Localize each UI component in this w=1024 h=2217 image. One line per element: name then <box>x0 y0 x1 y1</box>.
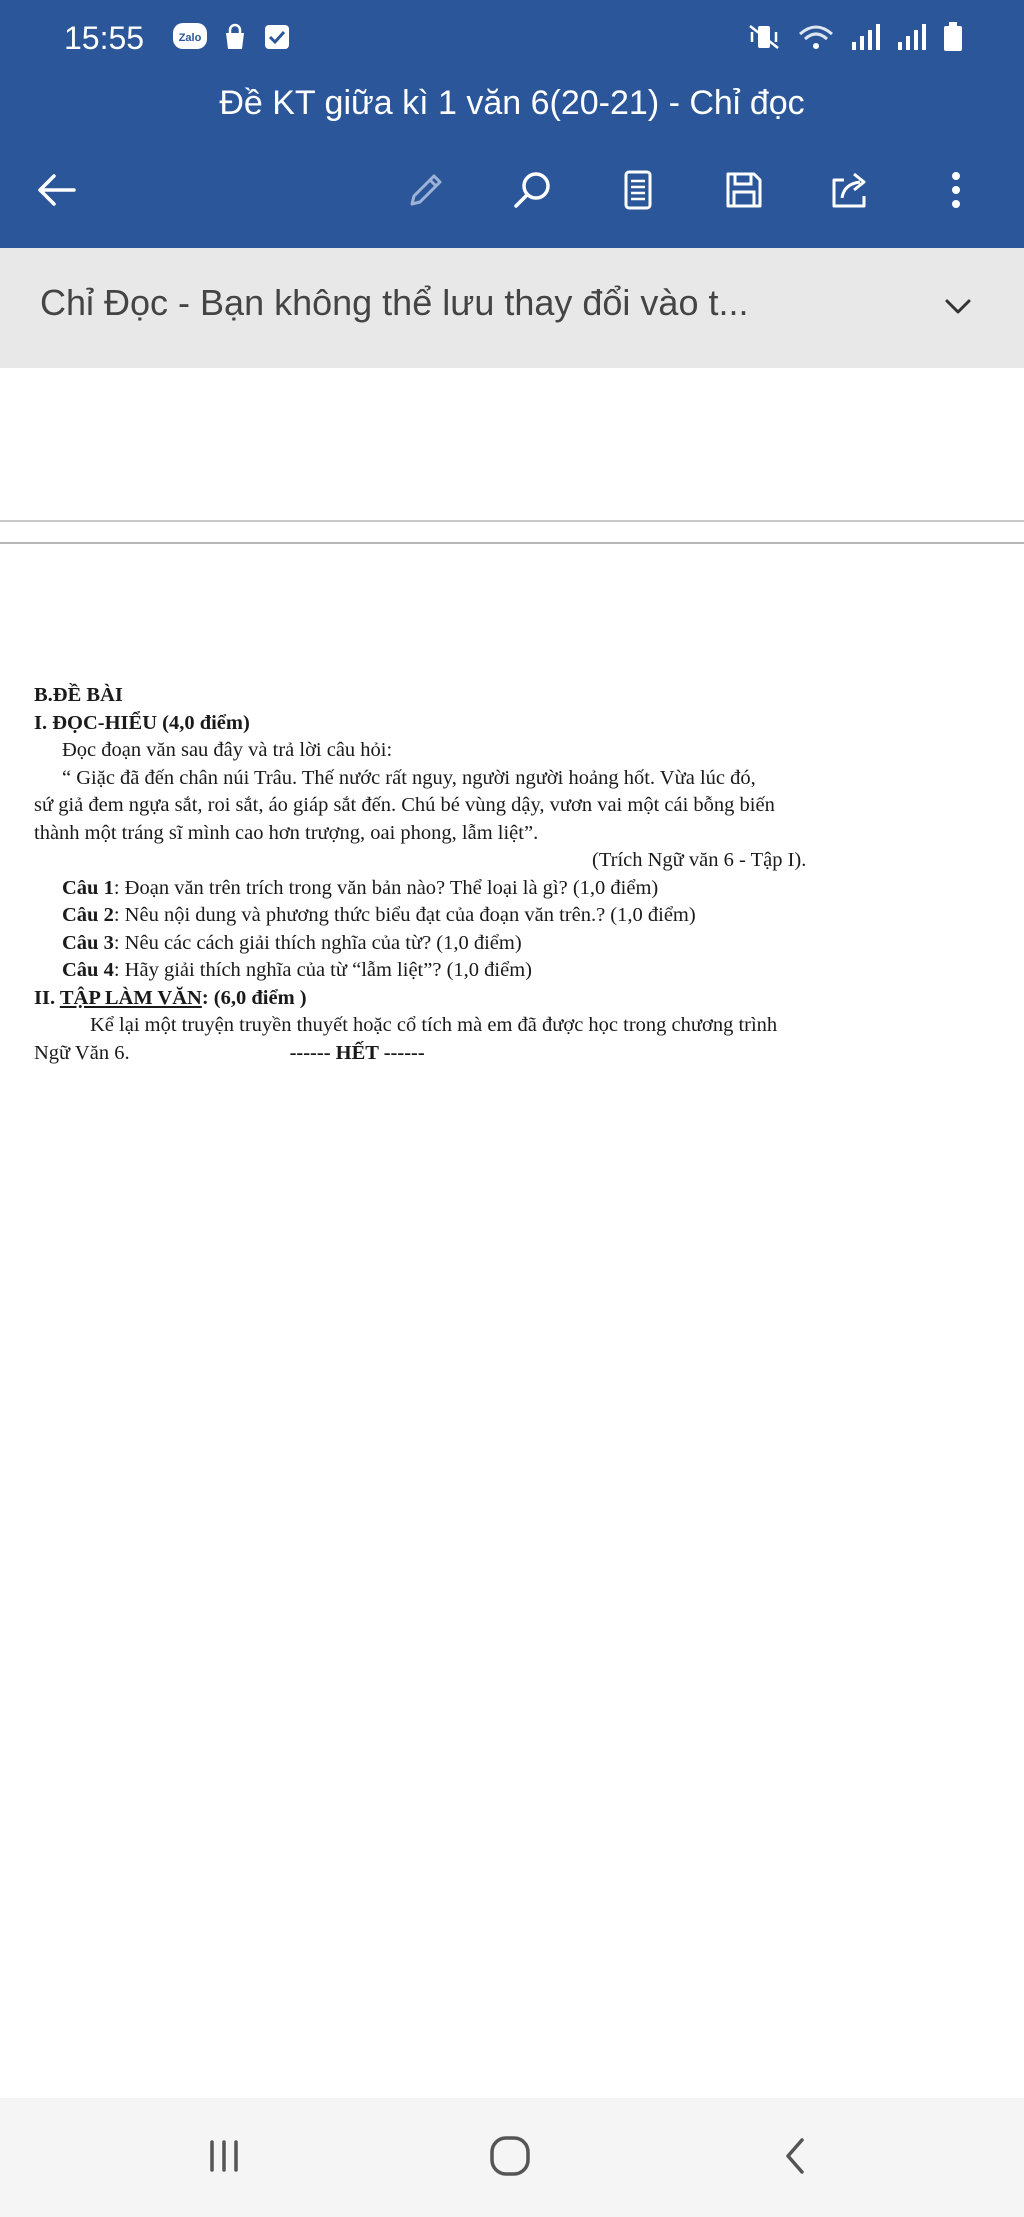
instruction-text: Đọc đoạn văn sau đây và trả lời câu hỏi: <box>62 739 393 761</box>
question-label: Câu 3 <box>62 931 114 954</box>
read-only-banner[interactable] <box>0 248 1024 368</box>
back-button[interactable] <box>24 160 88 224</box>
end-mark: ------ HẾT ------ <box>289 1041 425 1064</box>
save-button[interactable] <box>712 160 776 224</box>
section1-title: I. ĐỌC-HIỂU (4,0 điểm) <box>34 711 250 734</box>
share-button[interactable] <box>818 160 882 224</box>
nav-back-button[interactable] <box>756 2118 836 2198</box>
document-title: Đề KT giữa kì 1 văn 6(20-21) - Chỉ đọc <box>219 84 805 122</box>
status-bar <box>0 0 1024 80</box>
system-nav-bar <box>0 2098 1024 2217</box>
recent-apps-icon <box>202 2134 246 2182</box>
save-icon <box>720 166 768 218</box>
search-button[interactable] <box>500 160 564 224</box>
search-icon <box>508 166 556 218</box>
question-4 <box>34 957 994 985</box>
read-only-message: Chỉ Đọc - Bạn không thể lưu thay đổi vào t... <box>40 282 749 323</box>
essay-prompt-end: Ngữ Văn 6. <box>34 1041 130 1064</box>
quote-line-3: thành một tráng sĩ mình cao hơn trượng, oai phong, lẫm liệt”. <box>34 821 539 844</box>
share-icon <box>826 166 874 218</box>
question-text: : Nêu các cách giải thích nghĩa của từ? (1,0 điểm) <box>113 931 522 954</box>
question-2 <box>34 902 994 930</box>
page-divider <box>0 542 1024 544</box>
battery-icon <box>942 22 964 56</box>
section2-name: TẬP LÀM VĂN <box>59 986 202 1009</box>
zalo-icon <box>172 22 208 56</box>
question-label: Câu 4 <box>62 959 114 981</box>
quote-line-1: “ Giặc đã đến chân núi Trâu. Thế nước rất nguy, người người hoảng hốt. Vừa lúc đó, <box>62 766 756 789</box>
quote-line-2: sứ giả đem ngựa sắt, roi sắt, áo giáp sắt đến. Chú bé vùng dậy, vươn vai một cái bỗng biến <box>34 794 775 816</box>
question-text: : Nêu nội dung và phương thức biểu đạt của đoạn văn trên.? (1,0 điểm) <box>113 904 696 926</box>
svg-text:Zalo: Zalo <box>178 32 202 44</box>
home-button[interactable] <box>470 2118 550 2198</box>
document-page <box>34 682 994 1067</box>
more-options-icon <box>948 166 964 218</box>
essay-prompt-line-2 <box>34 1040 994 1068</box>
back-arrow-icon <box>32 166 80 218</box>
wifi-icon <box>796 22 836 56</box>
toolbar <box>0 160 1024 224</box>
question-1 <box>34 875 994 903</box>
question-text: : Đoạn văn trên trích trong văn bản nào? Thể loại là gì? (1,0 điểm) <box>113 876 659 899</box>
question-label: Câu 2 <box>62 904 114 926</box>
home-icon <box>485 2131 535 2185</box>
shopping-bag-icon <box>220 22 250 56</box>
reading-view-icon <box>614 166 662 218</box>
app-bar <box>0 0 1024 248</box>
question-3 <box>34 930 994 958</box>
mute-vibrate-icon <box>748 22 782 56</box>
signal-icon <box>896 22 928 56</box>
recent-apps-button[interactable] <box>184 2118 264 2198</box>
citation: (Trích Ngữ văn 6 - Tập I). <box>592 849 807 871</box>
chevron-down-icon <box>941 289 975 327</box>
essay-prompt-line-1: Kể lại một truyện truyền thuyết hoặc cổ tích mà em đã được học trong chương trình <box>90 1014 778 1036</box>
reading-view-button[interactable] <box>606 160 670 224</box>
more-options-button[interactable] <box>924 160 988 224</box>
back-icon <box>774 2134 818 2182</box>
edit-button[interactable] <box>394 160 458 224</box>
checkbox-icon <box>262 22 292 56</box>
edit-pencil-icon <box>402 166 450 218</box>
question-text: : Hãy giải thích nghĩa của từ “lẫm liệt”? (1,0 điểm) <box>113 959 532 981</box>
status-time: 15:55 <box>64 20 145 56</box>
section2-title <box>34 985 994 1013</box>
question-label: Câu 1 <box>62 876 114 899</box>
section2-prefix: II. <box>34 986 60 1009</box>
section2-points: : (6,0 điểm ) <box>201 986 307 1009</box>
doc-heading: B.ĐỀ BÀI <box>34 684 123 706</box>
expand-banner-button[interactable] <box>928 278 988 338</box>
signal-icon <box>850 22 882 56</box>
page-divider <box>0 520 1024 522</box>
